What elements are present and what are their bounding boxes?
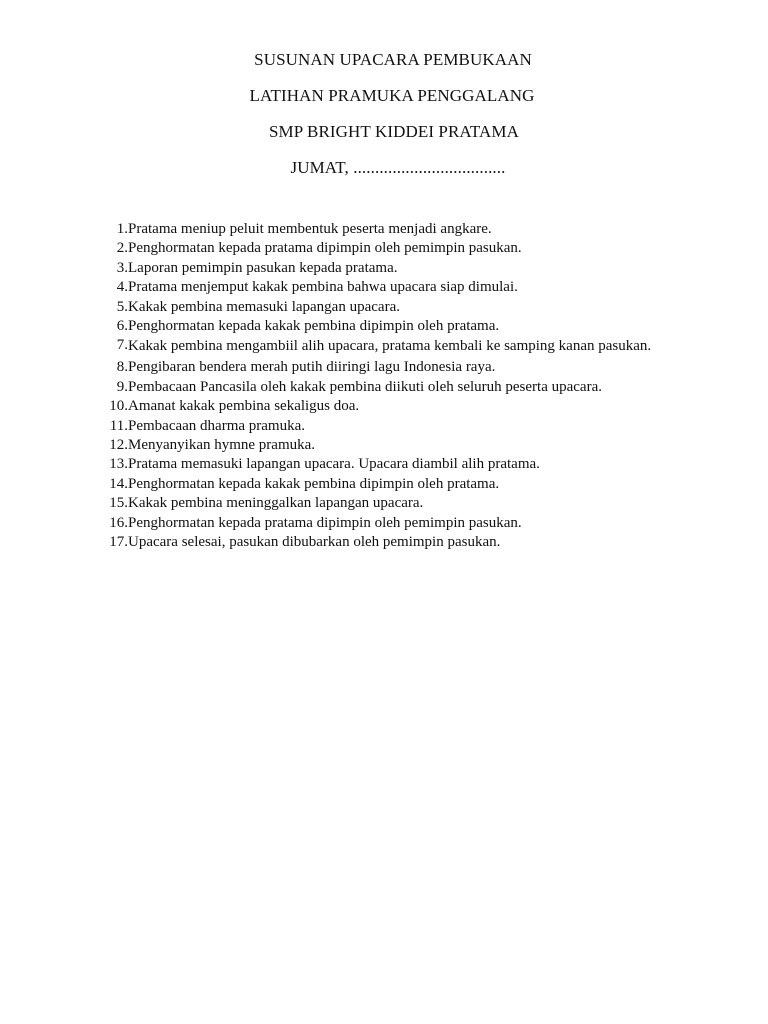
- list-item: [94, 455, 714, 474]
- list-item-text: Penghormatan kepada kakak pembina dipimpin oleh pratama.: [128, 318, 500, 335]
- list-item: [94, 417, 714, 436]
- list-item: [94, 259, 714, 278]
- list-item: [94, 436, 714, 455]
- list-item-text: Kakak pembina meninggalkan lapangan upacara.: [128, 495, 424, 512]
- list-item-text: Pratama meniup peluit membentuk peserta menjadi angkare.: [128, 221, 492, 237]
- list-item: [94, 494, 714, 513]
- list-item-number: 15.: [109, 495, 128, 512]
- list-item-text: Laporan pemimpin pasukan kepada pratama.: [128, 259, 398, 276]
- list-item: [94, 378, 714, 397]
- list-item-number: 13.: [109, 456, 128, 473]
- title-line-1: SUSUNAN UPACARA PEMBUKAAN: [254, 50, 532, 69]
- list-item-number: 8.: [116, 359, 128, 376]
- list-item-text: Pengibaran bendera merah putih diiringi lagu Indonesia raya.: [128, 359, 496, 376]
- list-item-text: Amanat kakak pembina sekaligus doa.: [128, 398, 360, 415]
- list-item-text: Pratama memasuki lapangan upacara. Upacara diambil alih pratama.: [128, 456, 540, 473]
- list-item-number: 1.: [116, 221, 128, 237]
- list-item: [94, 397, 714, 416]
- title-line-date: JUMAT, ...................................: [290, 158, 506, 177]
- list-item-text: Kakak pembina mengambiil alih upacara, pratama kembali ke samping kanan pasukan.: [128, 338, 652, 355]
- list-item-number: 11.: [109, 417, 128, 434]
- list-item-text: Kakak pembina memasuki lapangan upacara.: [128, 298, 400, 315]
- title-line-3: SMP BRIGHT KIDDEI PRATAMA: [268, 122, 520, 141]
- list-item-text: Penghormatan kepada kakak pembina dipimpin oleh pratama.: [128, 475, 500, 492]
- list-item-text: Pembacaan dharma pramuka.: [128, 417, 306, 434]
- title-line-2: LATIHAN PRAMUKA PENGGALANG: [249, 86, 535, 105]
- list-item-text: Menyanyikan hymne pramuka.: [128, 437, 316, 454]
- list-item-number: 6.: [116, 318, 128, 335]
- list-item: [94, 358, 714, 377]
- list-item-text: Penghormatan kepada pratama dipimpin oleh pemimpin pasukan.: [128, 514, 522, 531]
- list-item-text: Pembacaan Pancasila oleh kakak pembina diikuti oleh seluruh peserta upacara.: [128, 378, 602, 395]
- list-item-number: 7.: [116, 337, 128, 354]
- list-item: [94, 514, 714, 533]
- list-item: [94, 220, 714, 239]
- list-item-number: 17.: [109, 534, 128, 551]
- list-item-text: Pratama menjemput kakak pembina bahwa upacara siap dimulai.: [128, 279, 518, 296]
- list-item: [94, 278, 714, 297]
- list-item-number: 12.: [109, 437, 128, 454]
- list-item-number: 16.: [109, 514, 128, 531]
- list-item-number: 4.: [116, 279, 128, 296]
- list-item: [94, 239, 714, 258]
- list-item-number: 10.: [109, 398, 128, 415]
- list-item: [94, 475, 714, 494]
- list-item: [94, 533, 714, 552]
- list-item-number: 3.: [116, 259, 128, 276]
- list-item-number: 14.: [109, 475, 128, 492]
- list-item-number: 9.: [116, 378, 128, 395]
- list-item-text: Penghormatan kepada pratama dipimpin oleh pemimpin pasukan.: [128, 240, 522, 257]
- document-title-block: [0, 50, 768, 194]
- list-item-number: 5.: [116, 298, 128, 315]
- list-item-text: Upacara selesai, pasukan dibubarkan oleh pemimpin pasukan.: [128, 534, 501, 551]
- ceremony-steps-list: [94, 220, 714, 553]
- list-item: [94, 298, 714, 317]
- list-item-number: 2.: [116, 240, 128, 257]
